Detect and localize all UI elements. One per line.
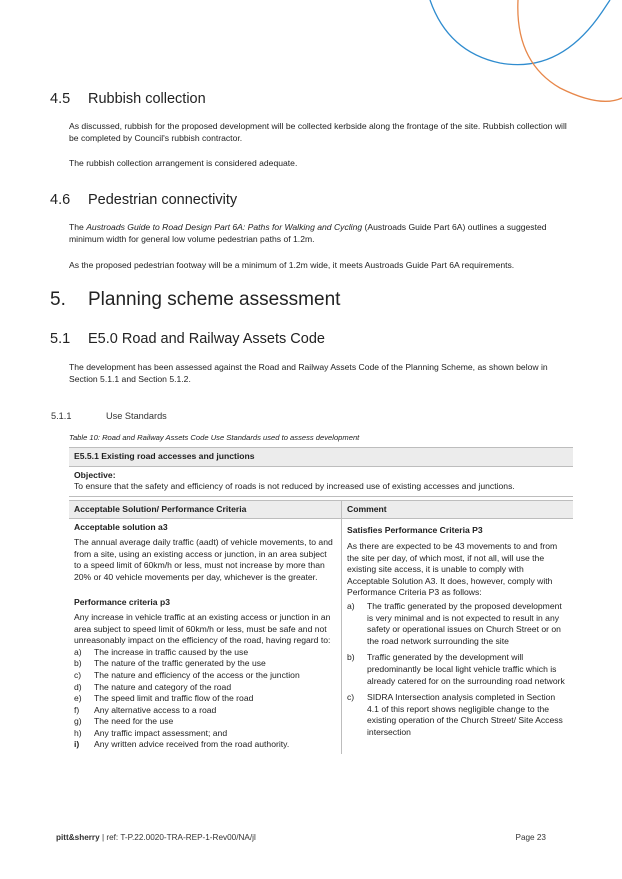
chapter-number: 5.	[50, 289, 66, 310]
footer-reference	[56, 833, 256, 842]
list-item	[74, 728, 336, 740]
item-text: Any written advice received from the road authority.	[94, 739, 290, 750]
objective-text: To ensure that the safety and efficiency of roads is not reduced by increased use of existing accesses and junctions.	[74, 481, 515, 492]
rubbish-paragraph-1: As discussed, rubbish for the proposed development will be collected kerbside along the frontage of the site. Rubbish collection will be completed by Council's rubbish contractor.	[69, 121, 567, 143]
section-4-6-heading	[50, 192, 237, 208]
list-item	[74, 739, 336, 751]
comment-text: As there are expected to be 43 movements to and from the site per day, of which most, if not all, will use the existing site access, it is unable to comply with Acceptable Solution A3. It does, however, comply with Performance Criteria P3 as follows:	[347, 540, 558, 598]
section-number: 4.5	[50, 91, 71, 107]
section-number: 5.1	[50, 331, 71, 347]
item-text: The speed limit and traffic flow of the road	[94, 693, 254, 704]
section-5-1-1-heading	[51, 411, 167, 421]
list-item	[74, 647, 336, 659]
list-item	[74, 670, 336, 682]
list-item	[74, 705, 336, 717]
item-marker: a)	[74, 646, 82, 657]
pedestrian-paragraph-1	[69, 222, 569, 245]
a3-text: The annual average daily traffic (aadt) of vehicle movements, to and from a site, using an existing access or junction, in an area subject to a speed limit of 60km/h or less, must not increase by more than 20% or 40 vehicle movements per day, whichever is the greater.	[74, 536, 333, 582]
comment-title: Satisfies Performance Criteria P3	[347, 525, 483, 536]
item-text: Any traffic impact assessment; and	[94, 727, 228, 738]
p3-title: Performance criteria p3	[74, 597, 171, 608]
list-item	[74, 716, 336, 728]
section-number: 4.6	[50, 192, 71, 208]
list-item	[74, 693, 336, 705]
item-text: SIDRA Intersection analysis completed in Section 4.1 of this report shows negligible change to the existing operation of the Church Street/ Site Access intersection	[367, 692, 563, 737]
item-marker: a)	[347, 600, 355, 611]
p3-list	[74, 647, 336, 751]
list-item	[347, 601, 568, 647]
p3-text: Any increase in vehicle traffic at an existing access or junction in an area subject to speed limit of 60km/h or less, must be safe and not unreasonably impact on the efficiency of the road, having regard to:	[74, 611, 331, 646]
orange-arc	[518, 0, 622, 101]
column-header-comment: Comment	[347, 503, 387, 514]
objective-row	[69, 467, 573, 497]
footer	[56, 833, 546, 842]
content-row	[69, 519, 573, 754]
item-marker: i)	[74, 739, 80, 750]
item-text: The increase in traffic caused by the use	[94, 646, 249, 657]
list-item	[74, 658, 336, 670]
item-text: Traffic generated by the development will predominantly be local light vehicle traffic which is already catered for on the surrounding road network	[367, 652, 565, 686]
table-title-row	[69, 447, 573, 467]
item-text: The nature and efficiency of the access or the junction	[94, 669, 300, 680]
page-number: Page 23	[515, 833, 546, 842]
pedestrian-paragraph-2: As the proposed pedestrian footway will be a minimum of 1.2m wide, it meets Austroads Guide Part 6A requirements.	[69, 260, 515, 270]
column-header-row	[69, 500, 573, 520]
item-marker: c)	[74, 669, 82, 680]
chapter-title: Planning scheme assessment	[88, 289, 341, 310]
section-title: Rubbish collection	[88, 91, 206, 107]
item-text: The nature and category of the road	[94, 681, 232, 692]
subsection-number: 5.1.1	[51, 411, 72, 421]
item-text: The need for the use	[94, 716, 174, 727]
item-marker: h)	[74, 727, 82, 738]
section-title: E5.0 Road and Railway Assets Code	[88, 331, 325, 347]
section-4-5-heading	[50, 91, 206, 107]
assessment-paragraph: The development has been assessed against the Road and Railway Assets Code of the Planning Scheme, as shown below in Section 5.1.1 and Section 5.1.2.	[69, 362, 548, 384]
reference-text: | ref: T-P.22.0020-TRA-REP-1-Rev00/NA/jl	[99, 833, 256, 842]
table-title: E5.5.1 Existing road accesses and junctions	[74, 451, 255, 461]
item-marker: c)	[347, 692, 355, 703]
column-header-criteria: Acceptable Solution/ Performance Criteria	[69, 501, 342, 519]
criteria-cell	[69, 519, 342, 754]
item-text: The nature of the traffic generated by the use	[94, 658, 266, 669]
item-marker: b)	[74, 658, 82, 669]
list-item	[74, 682, 336, 694]
item-marker: f)	[74, 704, 80, 715]
list-item	[347, 652, 568, 687]
comment-list	[347, 601, 568, 739]
guide-title: Austroads Guide to Road Design Part 6A: Paths for Walking and Cycling	[86, 222, 363, 232]
item-marker: g)	[74, 716, 82, 727]
subsection-title: Use Standards	[106, 411, 167, 421]
item-text: The traffic generated by the proposed development is very minimal and is not expected to result in any safety or operational issues on Church Street or on the road network surrounding the site	[367, 600, 562, 646]
item-marker: b)	[347, 652, 355, 663]
comment-cell	[342, 519, 573, 754]
item-text: Any alternative access to a road	[94, 704, 217, 715]
text-run: (Austroads Guide Part 6A) outlines a suggested minimum width for general low volume pedestrian paths of 1.2m.	[69, 222, 547, 244]
table-caption: Table 10: Road and Railway Assets Code Use Standards used to assess development	[69, 433, 360, 442]
list-item	[347, 692, 568, 738]
chapter-5-heading	[50, 289, 340, 311]
item-marker: e)	[74, 693, 82, 704]
a3-title: Acceptable solution a3	[74, 522, 168, 533]
brand-name: pitt&sherry	[56, 833, 100, 842]
section-5-1-heading	[50, 331, 325, 347]
objective-label: Objective:	[74, 469, 116, 480]
text-run: The	[69, 222, 87, 232]
rubbish-paragraph-2: The rubbish collection arrangement is considered adequate.	[69, 158, 298, 168]
item-marker: d)	[74, 681, 82, 692]
use-standards-table	[69, 447, 573, 754]
section-title: Pedestrian connectivity	[88, 192, 238, 208]
